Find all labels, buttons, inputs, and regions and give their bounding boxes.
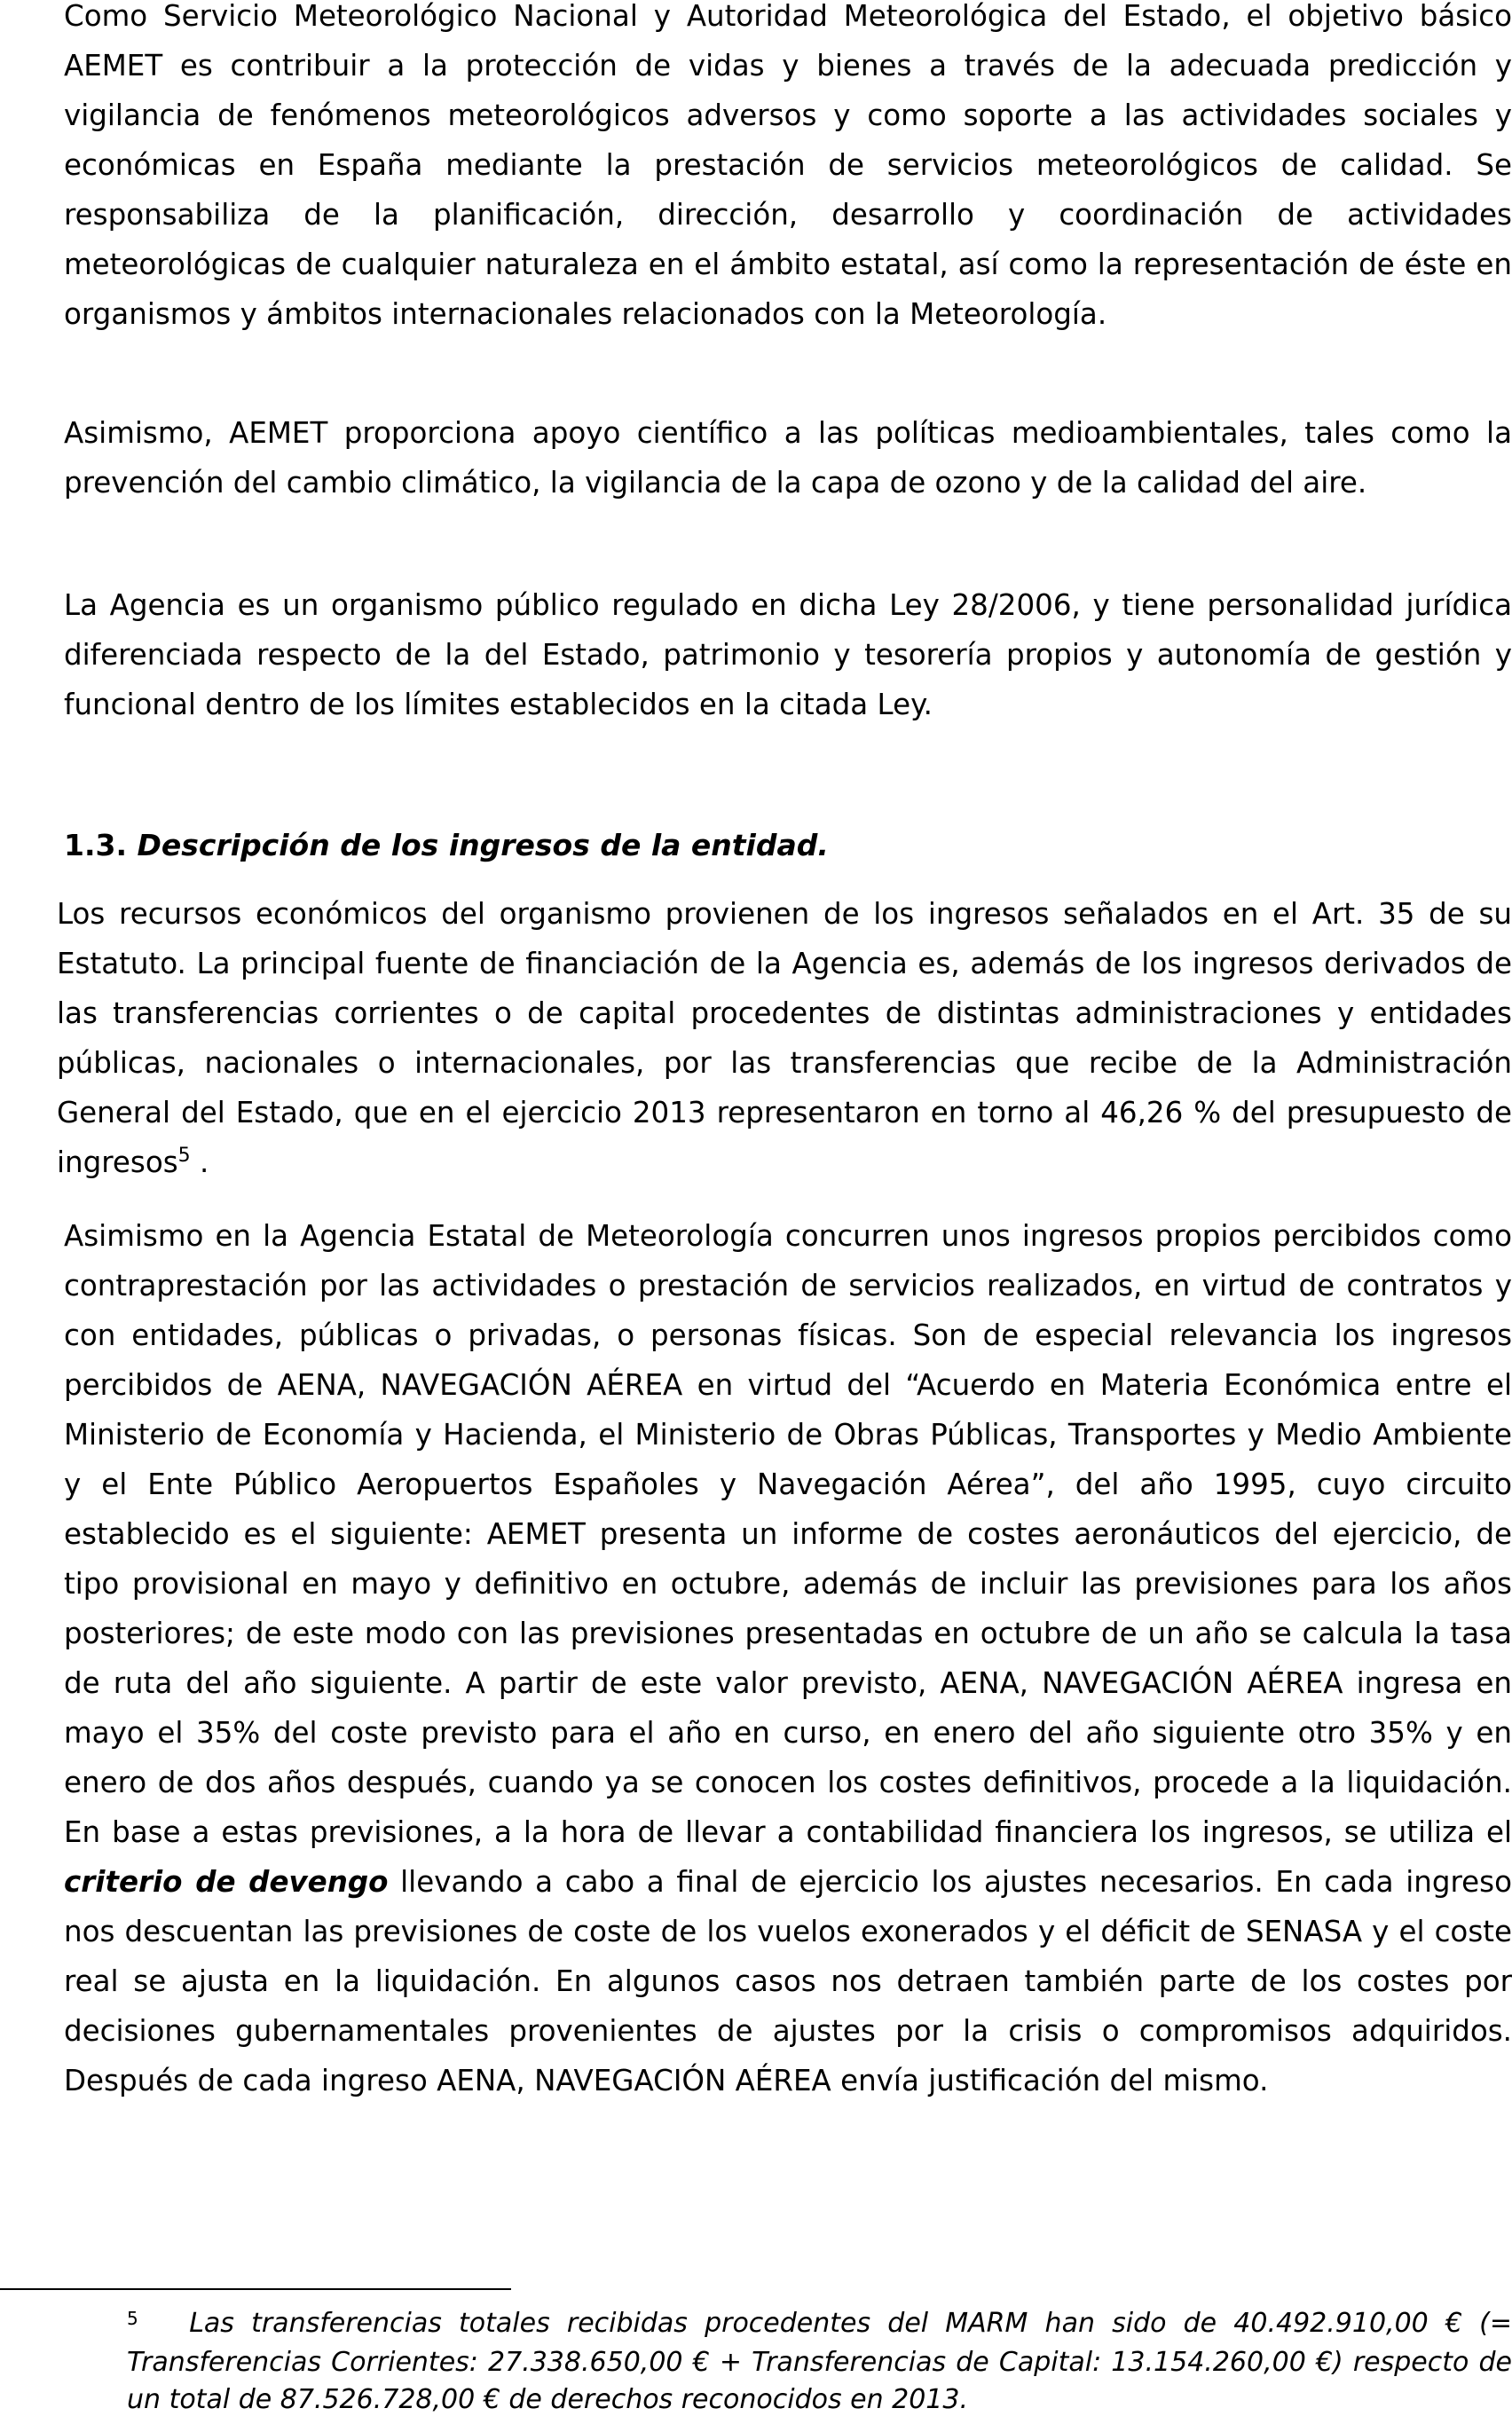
paragraph-mission: Como Servicio Meteorológico Nacional y Autoridad Meteorológica del Estado, el objetivo básico AEMET es contribuir a la protección de vidas y bienes a través de la adecuada predicción y vigilancia de fenómenos meteorológicos adversos y como soporte a las actividades sociales y económicas en España mediante la prestación de servicios meteorológicos de calidad. Se responsabiliza de la planificación, dirección, desarrollo y coordinación de actividades meteorológicas de cualquier naturaleza en el ámbito estatal, así como la representación de éste en organismos y ámbitos internacionales relacionados con la Meteorología. (64, 0, 1512, 331)
paragraph-scientific-support: Asimismo, AEMET proporciona apoyo científico a las políticas medioambientales, tales como la prevención del cambio climático, la vigilancia de la capa de ozono y de la calidad del aire. (64, 416, 1512, 500)
income-sources-end: . (190, 1145, 209, 1179)
footnote-reference[interactable]: 5 (177, 1145, 191, 1168)
paragraph-income-sources (57, 889, 1512, 1187)
footnote-separator (0, 2288, 511, 2290)
section-heading (64, 821, 829, 870)
income-sources-text: Los recursos económicos del organismo provienen de los ingresos señalados en el Art. 35 de su Estatuto. La principal fuente de financiación de la Agencia es, además de los ingresos derivados de las transferencias corrientes o de capital procedentes de distintas administraciones y entidades públicas, nacionales o internacionales, por las transferencias que recibe de la Administración General del Estado, que en el ejercicio 2013 representaron en torno al 46,26 % del presupuesto de ingresos (57, 897, 1512, 1179)
accrual-criterion-emphasis: criterio de devengo (64, 1865, 389, 1899)
section-title: Descripción de los ingresos de la entidad. (137, 828, 829, 862)
own-income-text-after: llevando a cabo a final de ejercicio los ajustes necesarios. En cada ingreso nos descuentan las previsiones de coste de los vuelos exonerados y el déficit de SENASA y el coste real se ajusta en la liquidación. En algunos casos nos detraen también parte de los costes por decisiones gubernamentales provenientes de ajustes por la crisis o compromisos adquiridos. Después de cada ingreso AENA, NAVEGACIÓN AÉREA envía justificación del mismo. (64, 1865, 1512, 2097)
footnote-number: 5 (127, 2308, 138, 2329)
paragraph-legal-status: La Agencia es un organismo público regulado en dicha Ley 28/2006, y tiene personalidad jurídica diferenciada respecto de la del Estado, patrimonio y tesorería propios y autonomía de gestión y funcional dentro de los límites establecidos en la citada Ley. (64, 588, 1512, 721)
own-income-text-before: Asimismo en la Agencia Estatal de Meteorología concurren unos ingresos propios percibidos como contraprestación por las actividades o prestación de servicios realizados, en virtud de contratos y con entidades, públicas o privadas, o personas físicas. Son de especial relevancia los ingresos percibidos de AENA, NAVEGACIÓN AÉREA en virtud del “Acuerdo en Materia Económica entre el Ministerio de Economía y Hacienda, el Ministerio de Obras Públicas, Transportes y Medio Ambiente y el Ente Público Aeropuertos Españoles y Navegación Aérea”, del año 1995, cuyo circuito establecido es el siguiente: AEMET presenta un informe de costes aeronáuticos del ejercicio, de tipo provisional en mayo y definitivo en octubre, además de incluir las previsiones para los años posteriores; de este modo con las previsiones presentadas en octubre de un año se calcula la tasa de ruta del año siguiente. A partir de este valor previsto, AENA, NAVEGACIÓN AÉREA ingresa en mayo el 35% del coste previsto para el año en curso, en enero del año siguiente otro 35% y en enero de dos años después, cuando ya se conocen los costes definitivos, procede a la liquidación. En base a estas previsiones, a la hora de llevar a contabilidad financiera los ingresos, se utiliza el (64, 1219, 1512, 1849)
paragraph-own-income (64, 1211, 1512, 2105)
footnote (127, 2305, 1512, 2419)
section-number: 1.3. (64, 828, 127, 862)
footnote-text: Las transferencias totales recibidas procedentes del MARM han sido de 40.492.910,00 € (= Transferencias Corrientes: 27.338.650,00 € + Transferencias de Capital: 13.154.260,00 €) respecto de un total de 87.526.728,00 € de derechos reconocidos en 2013. (127, 2308, 1512, 2415)
